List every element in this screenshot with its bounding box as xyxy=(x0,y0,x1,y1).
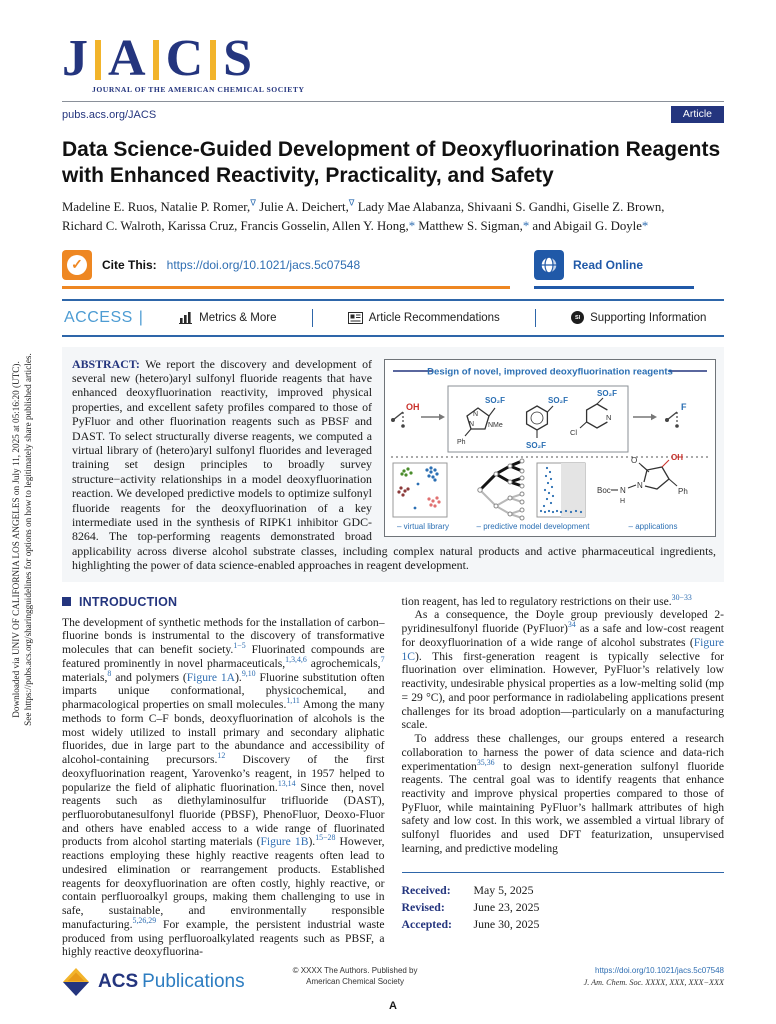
svg-text:H: H xyxy=(620,497,626,505)
text-run: To address these challenges, our groups entered a research collaboration to harness the power of data science and data-rich experimentation xyxy=(401,732,724,773)
svg-text:O: O xyxy=(631,455,638,465)
divider xyxy=(535,309,536,327)
access-bar xyxy=(62,299,724,337)
citation-link[interactable]: 15−28 xyxy=(315,833,336,843)
citation-link[interactable]: 8 xyxy=(107,668,112,678)
article-body xyxy=(62,592,724,959)
bar-chart-icon xyxy=(179,311,193,324)
jacs-logo xyxy=(62,30,724,88)
svg-text:N: N xyxy=(620,485,626,495)
page-footer xyxy=(62,966,724,1012)
divider xyxy=(312,309,313,327)
globe-icon xyxy=(534,250,564,280)
section-square-icon xyxy=(62,597,71,606)
read-online-button[interactable] xyxy=(534,250,694,289)
citation-link[interactable]: * xyxy=(408,219,416,234)
article-type-badge: Article xyxy=(671,106,724,123)
citation-link[interactable]: ∇ xyxy=(250,197,257,208)
text-run: as a safe and low-cost reagent for deoxyfluorination of a wide range of alcohol substrates ( xyxy=(401,622,724,649)
citation-link[interactable]: 12 xyxy=(217,751,226,761)
so2f-label: SO₂F xyxy=(485,395,505,405)
text-run: Since then, novel reagents such as diethylaminosulfur trifluoride (DAST), perfluorobutanesulfonyl fluoride (PBSF), PhenoFluor, Deoxo-Fluor and others have enabled access to a wide range of fluorinated products from alcohol starting materials ( xyxy=(62,780,385,849)
gold-bar xyxy=(153,40,159,80)
caption-virtual-library: – virtual library xyxy=(396,521,450,531)
intro-paragraphs-right xyxy=(401,592,725,856)
cite-this-block xyxy=(62,250,510,289)
journal-header xyxy=(62,30,724,123)
doi-link[interactable]: https://doi.org/10.1021/jacs.5c07548 xyxy=(166,257,361,272)
read-online-label: Read Online xyxy=(573,257,644,272)
so2f-label: SO₂F xyxy=(526,440,546,450)
text-run: For example, the persistent industrial waste produced from using perfluoroalkylated reagents such as PBSF, a highly reactive deoxyfluorina- xyxy=(62,917,385,959)
header-divider xyxy=(62,101,724,102)
page-letter: A xyxy=(389,1000,397,1012)
citation-link[interactable]: 5,26,29 xyxy=(132,915,157,925)
citation-link[interactable]: ∇ xyxy=(348,197,355,208)
pubs-site-link[interactable]: pubs.acs.org/JACS xyxy=(62,108,157,121)
text-run: Fluorine substitution often imparts unique conformational, physicochemical, and pharmacological properties on small molecules. xyxy=(62,670,385,712)
footer-citation-block xyxy=(584,966,724,988)
footer-journal-citation: J. Am. Chem. Soc. XXXX, XXX, XXX−XXX xyxy=(583,977,724,987)
graphical-abstract-figure xyxy=(385,360,715,536)
jacs-letter-s: S xyxy=(223,30,253,88)
citation-link[interactable]: 9,10 xyxy=(241,668,256,678)
footer-doi-link[interactable]: https://doi.org/10.1021/jacs.5c07548 xyxy=(595,966,724,975)
text-run: However, reactions employing these highly reactive reagents often lead to undesired elimination or rearrangement products. Established reagents for deoxyfluorination are often costly, highly reactive, or contain perfluoroalkyl groups, making them challenging to use in safe, sustainable, and environmentally responsible manufacturing. xyxy=(62,835,385,931)
download-notice-line2: See https://pubs.acs.org/sharingguidelines for options on how to legitimately share published articles. xyxy=(23,353,34,726)
citation-link[interactable]: 1−5 xyxy=(233,641,246,651)
n-label: N xyxy=(606,412,612,422)
decision-tree xyxy=(478,459,524,520)
citation-link[interactable]: 30−33 xyxy=(671,592,692,602)
revised-date: June 23, 2025 xyxy=(473,899,540,914)
text-run: Fluorinated compounds are featured prominently in novel pharmaceuticals, xyxy=(62,643,385,670)
text-run: Matthew S. Sigman, xyxy=(415,219,523,234)
cite-this-label: Cite This: xyxy=(102,257,157,272)
acs-publications-logo: ACS Publications xyxy=(62,966,245,998)
supporting-information-link[interactable] xyxy=(571,311,706,324)
text-run: to design next-generation sulfonyl fluoride reagents. The central goal was to identify reagents that enhance reactivity and improve physical properties compared to those of PyFluor, while maintaining PyFluor’s hallmark attributes of high safety and low cost. In this work, we assembled a virtual library of sulfonyl fluorides and used DFT featurization, unsupervised learning, and predictive modeling xyxy=(401,759,724,855)
copyright-notice: © XXXX The Authors. Published by American Chemical Society xyxy=(292,966,418,986)
caption-predictive-model: – predictive model development xyxy=(476,521,590,531)
svg-text:Boc: Boc xyxy=(597,485,611,495)
gold-bar xyxy=(210,40,216,80)
accepted-date: June 30, 2025 xyxy=(473,916,540,931)
citation-link[interactable]: 13,14 xyxy=(277,778,296,788)
text-run: ). This first-generation reagent is typically selective for fluorination over elimination. However, PyFluor’s relatively low reactivity, undesirable physical properties as a low-melting solid (mp = 29 °C), and poor performance in radiolabeling applications present challenges for its broad adoption—particularly on a manufacturing scale. xyxy=(401,649,724,732)
f-label: F xyxy=(681,401,687,412)
accepted-label: Accepted: xyxy=(401,916,452,931)
article-recommendations-icon xyxy=(348,312,363,324)
page-title: Data Science-Guided Development of Deoxyfluorination Reagents with Enhanced Reactivity, Practicality, and Safety xyxy=(62,138,721,187)
caption-applications: – applications xyxy=(628,521,678,531)
recommendations-label: Article Recommendations xyxy=(368,311,500,324)
text-run: tion reagent, has led to regulatory restrictions on their use. xyxy=(401,594,672,608)
abstract-body: We report the discovery and development of several new (hetero)aryl sulfonyl fluoride reagents that have enhanced deoxyfluorination reactivity, improved physical properties, and excellent safety profiles compared to those of PyFluor and other fluorination reagents such as PBSF and DAST. To select structurally diverse reagents, we computed a virtual library of (hetero)aryl sulfonyl fluorides and leveraged training set design principles to broadly survey structure−activity relationships in a model deoxyfluorination reaction. We developed predictive models to optimize sulfonyl fluoride reagents for the deoxyfluorination of a key intermediate used in the synthesis of RIPK1 inhibitor GDC-8264. The top-performing reagents demonstrated broad applicability across diverse alcohol substrate classes, including complex natural products and active pharmaceutical ingredients, highlighting the power of data science-enabled approaches in reagent development. xyxy=(72,356,716,573)
text-run: ). xyxy=(235,670,242,684)
intro-paragraphs-left xyxy=(62,616,385,959)
citation-link[interactable]: Figure 1A xyxy=(186,670,236,684)
left-column xyxy=(62,595,385,959)
access-pipe: | xyxy=(138,308,143,326)
article-recommendations-link[interactable] xyxy=(348,312,500,324)
n-label: N xyxy=(469,420,475,428)
received-label: Received: xyxy=(401,882,451,897)
application-molecule xyxy=(597,453,688,505)
so2f-label: SO₂F xyxy=(597,388,617,398)
cite-bar xyxy=(62,250,724,289)
cite-check-icon: ✓ xyxy=(62,250,92,280)
jacs-letter-a: A xyxy=(108,30,146,88)
text-run: Discovery of the first deoxyfluorination reagent, Yarovenko’s reagent, in 1957 helped to popularize the field of aliphatic fluorination. xyxy=(62,753,385,794)
journal-tagline: JOURNAL OF THE AMERICAN CHEMICAL SOCIETY xyxy=(92,85,305,94)
dates-divider xyxy=(402,872,725,873)
supporting-information-icon: SI xyxy=(571,311,584,324)
ph-label: Ph xyxy=(457,438,466,446)
citation-link[interactable]: 7 xyxy=(380,655,385,665)
revised-label: Revised: xyxy=(401,899,445,914)
svg-text:N: N xyxy=(637,480,643,490)
svg-text:OH: OH xyxy=(671,452,683,462)
oh-label: OH xyxy=(406,401,420,412)
author-list xyxy=(62,198,704,236)
citation-link[interactable]: * xyxy=(522,219,530,234)
jacs-letter-c: C xyxy=(165,30,204,88)
paragraph xyxy=(62,616,385,959)
paragraph xyxy=(402,608,725,732)
dates-block xyxy=(402,882,725,933)
citation-link[interactable]: 1,11 xyxy=(286,696,300,706)
text-run: As a consequence, the Doyle group previously developed 2-pyridinesulfonyl fluoride (PyFluor) xyxy=(401,608,724,636)
so2f-label: SO₂F xyxy=(548,395,568,405)
graphical-abstract xyxy=(384,359,716,537)
download-notice-line1: Downloaded via UNIV OF CALIFORNIA LOS ANGELES on July 11, 2025 at 05:16:20 (UTC). xyxy=(11,361,21,718)
graphic-title: Design of novel, improved deoxyfluorination reagents xyxy=(427,366,673,378)
text-run: materials, xyxy=(62,670,108,684)
abstract-label: ABSTRACT: xyxy=(72,356,140,371)
text-run: Among the many methods to form C–F bonds, deoxyfluorination of alcohols is the most widely utilized to install primary and secondary aliphatic fluorides, due in large part to the abundance and accessibility of alcohol-containing precursors. xyxy=(62,698,385,767)
text-run: ). xyxy=(308,835,316,849)
received-date: May 5, 2025 xyxy=(473,882,534,897)
nme-label: NMe xyxy=(488,421,503,429)
right-column xyxy=(401,592,725,959)
text-run: and polymers ( xyxy=(111,670,187,684)
citation-link[interactable]: 1,3,4,6 xyxy=(285,655,307,665)
acs-diamond-icon xyxy=(62,966,90,998)
text-run: agrochemicals, xyxy=(306,656,381,670)
svg-text:Ph: Ph xyxy=(678,486,688,496)
citation-link[interactable]: * xyxy=(641,219,649,234)
abstract-section xyxy=(62,347,724,582)
supporting-label: Supporting Information xyxy=(590,311,707,324)
n-label: N xyxy=(473,410,479,418)
metrics-and-more-link[interactable] xyxy=(179,311,276,324)
citation-link[interactable]: 34 xyxy=(567,620,576,630)
cl-label: Cl xyxy=(570,427,578,437)
text-run: and Abigail G. Doyle xyxy=(529,219,642,234)
introduction-heading: INTRODUCTION xyxy=(62,595,385,609)
gold-bar xyxy=(95,40,101,80)
text-run: Julie A. Deichert, xyxy=(256,200,349,215)
text-run: The development of synthetic methods for the installation of carbon–fluorine bonds is instrumental to the discovery of transformative molecules that can benefit society. xyxy=(62,615,385,657)
metrics-label: Metrics & More xyxy=(199,311,277,324)
text-run: Lady Mae Alabanza, Shivaani S. Gandhi, Giselle Z. Brown, Richard C. Walroth, Karissa Cruz, Francis Gosselin, Allen Y. Hong, xyxy=(62,200,665,234)
citation-link[interactable]: Figure 1B xyxy=(260,835,309,849)
jacs-letter-j: J xyxy=(62,30,88,88)
paragraph xyxy=(401,592,725,609)
citation-link[interactable]: Figure 1C xyxy=(401,635,724,663)
text-run: Madeline E. Ruos, Natalie P. Romer, xyxy=(62,200,251,215)
citation-link[interactable]: 35,36 xyxy=(476,757,495,767)
access-button[interactable]: ACCESS xyxy=(64,308,133,326)
paragraph xyxy=(402,732,725,856)
